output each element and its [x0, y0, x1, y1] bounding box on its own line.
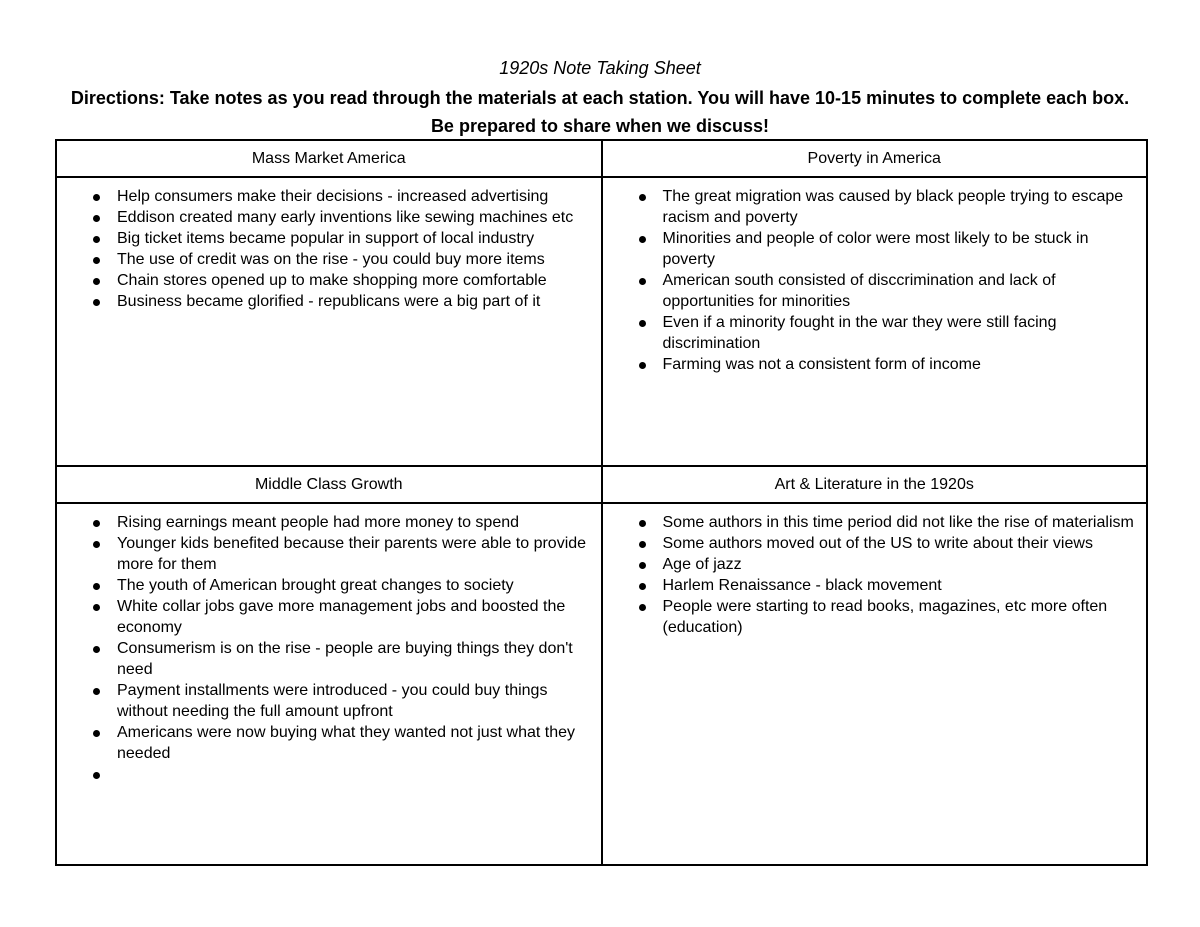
- bullet-dot-icon: [639, 236, 646, 243]
- bullet-dot-icon: [93, 646, 100, 653]
- bullet-text: Farming was not a consistent form of income: [662, 356, 981, 373]
- bullet-text: Even if a minority fought in the war they were still facing discrimination: [662, 314, 1057, 352]
- list-item: [603, 596, 1139, 638]
- list-item: [57, 270, 593, 291]
- bullet-dot-icon: [93, 520, 100, 527]
- list-item: [57, 533, 593, 575]
- bullet-text: Rising earnings meant people had more money to spend: [117, 514, 520, 531]
- bullet-text: The great migration was caused by black people trying to escape racism and poverty: [662, 188, 1124, 226]
- bullet-text: The youth of American brought great changes to society: [117, 577, 514, 594]
- page-title: 1920s Note Taking Sheet: [499, 58, 701, 78]
- list-item: [603, 186, 1139, 228]
- notes-table: [55, 139, 1148, 866]
- list-item: [603, 554, 1139, 575]
- list-item: [57, 764, 593, 785]
- bullet-dot-icon: [639, 362, 646, 369]
- bullet-text: People were starting to read books, magazines, etc more often (education): [662, 598, 1108, 636]
- list-item: [603, 354, 1139, 375]
- section-notes-art-literature: [602, 503, 1148, 865]
- bullet-text: Americans were now buying what they wanted not just what they needed: [117, 724, 576, 762]
- table-body-row: [56, 503, 1147, 865]
- bullet-dot-icon: [639, 194, 646, 201]
- bullet-text: Big ticket items became popular in support of local industry: [117, 230, 535, 247]
- bullet-text: The use of credit was on the rise - you could buy more items: [117, 251, 545, 268]
- table-body-row: [56, 177, 1147, 466]
- bullet-dot-icon: [639, 562, 646, 569]
- bullet-text: Eddison created many early inventions like sewing machines etc: [117, 209, 574, 226]
- list-item: [603, 228, 1139, 270]
- bullet-dot-icon: [93, 583, 100, 590]
- bullet-text: Help consumers make their decisions - increased advertising: [117, 188, 549, 205]
- list-item: [603, 270, 1139, 312]
- bullet-dot-icon: [93, 236, 100, 243]
- table-header-row: [56, 466, 1147, 503]
- list-item: [57, 680, 593, 722]
- bullet-dot-icon: [639, 278, 646, 285]
- bullet-list: [57, 512, 601, 785]
- bullet-text: Age of jazz: [662, 556, 742, 573]
- list-item: [57, 291, 593, 312]
- bullet-text: Minorities and people of color were most likely to be stuck in poverty: [662, 230, 1089, 268]
- bullet-dot-icon: [93, 688, 100, 695]
- list-item: [57, 207, 593, 228]
- bullet-dot-icon: [93, 541, 100, 548]
- section-notes-middle-class: [56, 503, 602, 865]
- bullet-dot-icon: [93, 299, 100, 306]
- list-item: [57, 575, 593, 596]
- bullet-text: Chain stores opened up to make shopping more comfortable: [117, 272, 547, 289]
- list-item: [603, 533, 1139, 554]
- list-item: [57, 722, 593, 764]
- bullet-dot-icon: [639, 520, 646, 527]
- list-item: [603, 512, 1139, 533]
- section-notes-poverty: [602, 177, 1148, 466]
- bullet-text: White collar jobs gave more management jobs and boosted the economy: [117, 598, 566, 636]
- table-header-row: [56, 140, 1147, 177]
- bullet-list: [603, 186, 1147, 375]
- bullet-dot-icon: [93, 604, 100, 611]
- list-item: [57, 228, 593, 249]
- bullet-dot-icon: [93, 772, 100, 779]
- bullet-dot-icon: [93, 730, 100, 737]
- bullet-text: Some authors moved out of the US to write about their views: [662, 535, 1093, 552]
- bullet-text: Harlem Renaissance - black movement: [662, 577, 942, 594]
- bullet-list: [603, 512, 1147, 638]
- bullet-text: Consumerism is on the rise - people are buying things they don't need: [117, 640, 573, 678]
- bullet-text: Younger kids benefited because their parents were able to provide more for them: [117, 535, 587, 573]
- bullet-dot-icon: [639, 320, 646, 327]
- section-heading-poverty: Poverty in America: [602, 140, 1148, 177]
- bullet-dot-icon: [93, 278, 100, 285]
- list-item: [57, 638, 593, 680]
- section-heading-middle-class: Middle Class Growth: [56, 466, 602, 503]
- bullet-dot-icon: [93, 215, 100, 222]
- bullet-text: Business became glorified - republicans were a big part of it: [117, 293, 541, 310]
- list-item: [603, 575, 1139, 596]
- list-item: [57, 186, 593, 207]
- directions-text: Directions: Take notes as you read through the materials at each station. You will have 10-15 minutes to complete each box. Be prepared to share when we discuss!: [70, 88, 1130, 136]
- bullet-text: Some authors in this time period did not like the rise of materialism: [662, 514, 1134, 531]
- section-notes-mass-market: [56, 177, 602, 466]
- bullet-dot-icon: [93, 257, 100, 264]
- section-heading-art-literature: Art & Literature in the 1920s: [602, 466, 1148, 503]
- bullet-list: [57, 186, 601, 312]
- bullet-dot-icon: [93, 194, 100, 201]
- bullet-text: American south consisted of disccrimination and lack of opportunities for minorities: [662, 272, 1056, 310]
- section-heading-mass-market: Mass Market America: [56, 140, 602, 177]
- list-item: [603, 312, 1139, 354]
- list-item: [57, 596, 593, 638]
- bullet-dot-icon: [639, 541, 646, 548]
- list-item: [57, 512, 593, 533]
- list-item: [57, 249, 593, 270]
- bullet-dot-icon: [639, 583, 646, 590]
- bullet-dot-icon: [639, 604, 646, 611]
- bullet-text: Payment installments were introduced - you could buy things without needing the full amount upfront: [117, 682, 548, 720]
